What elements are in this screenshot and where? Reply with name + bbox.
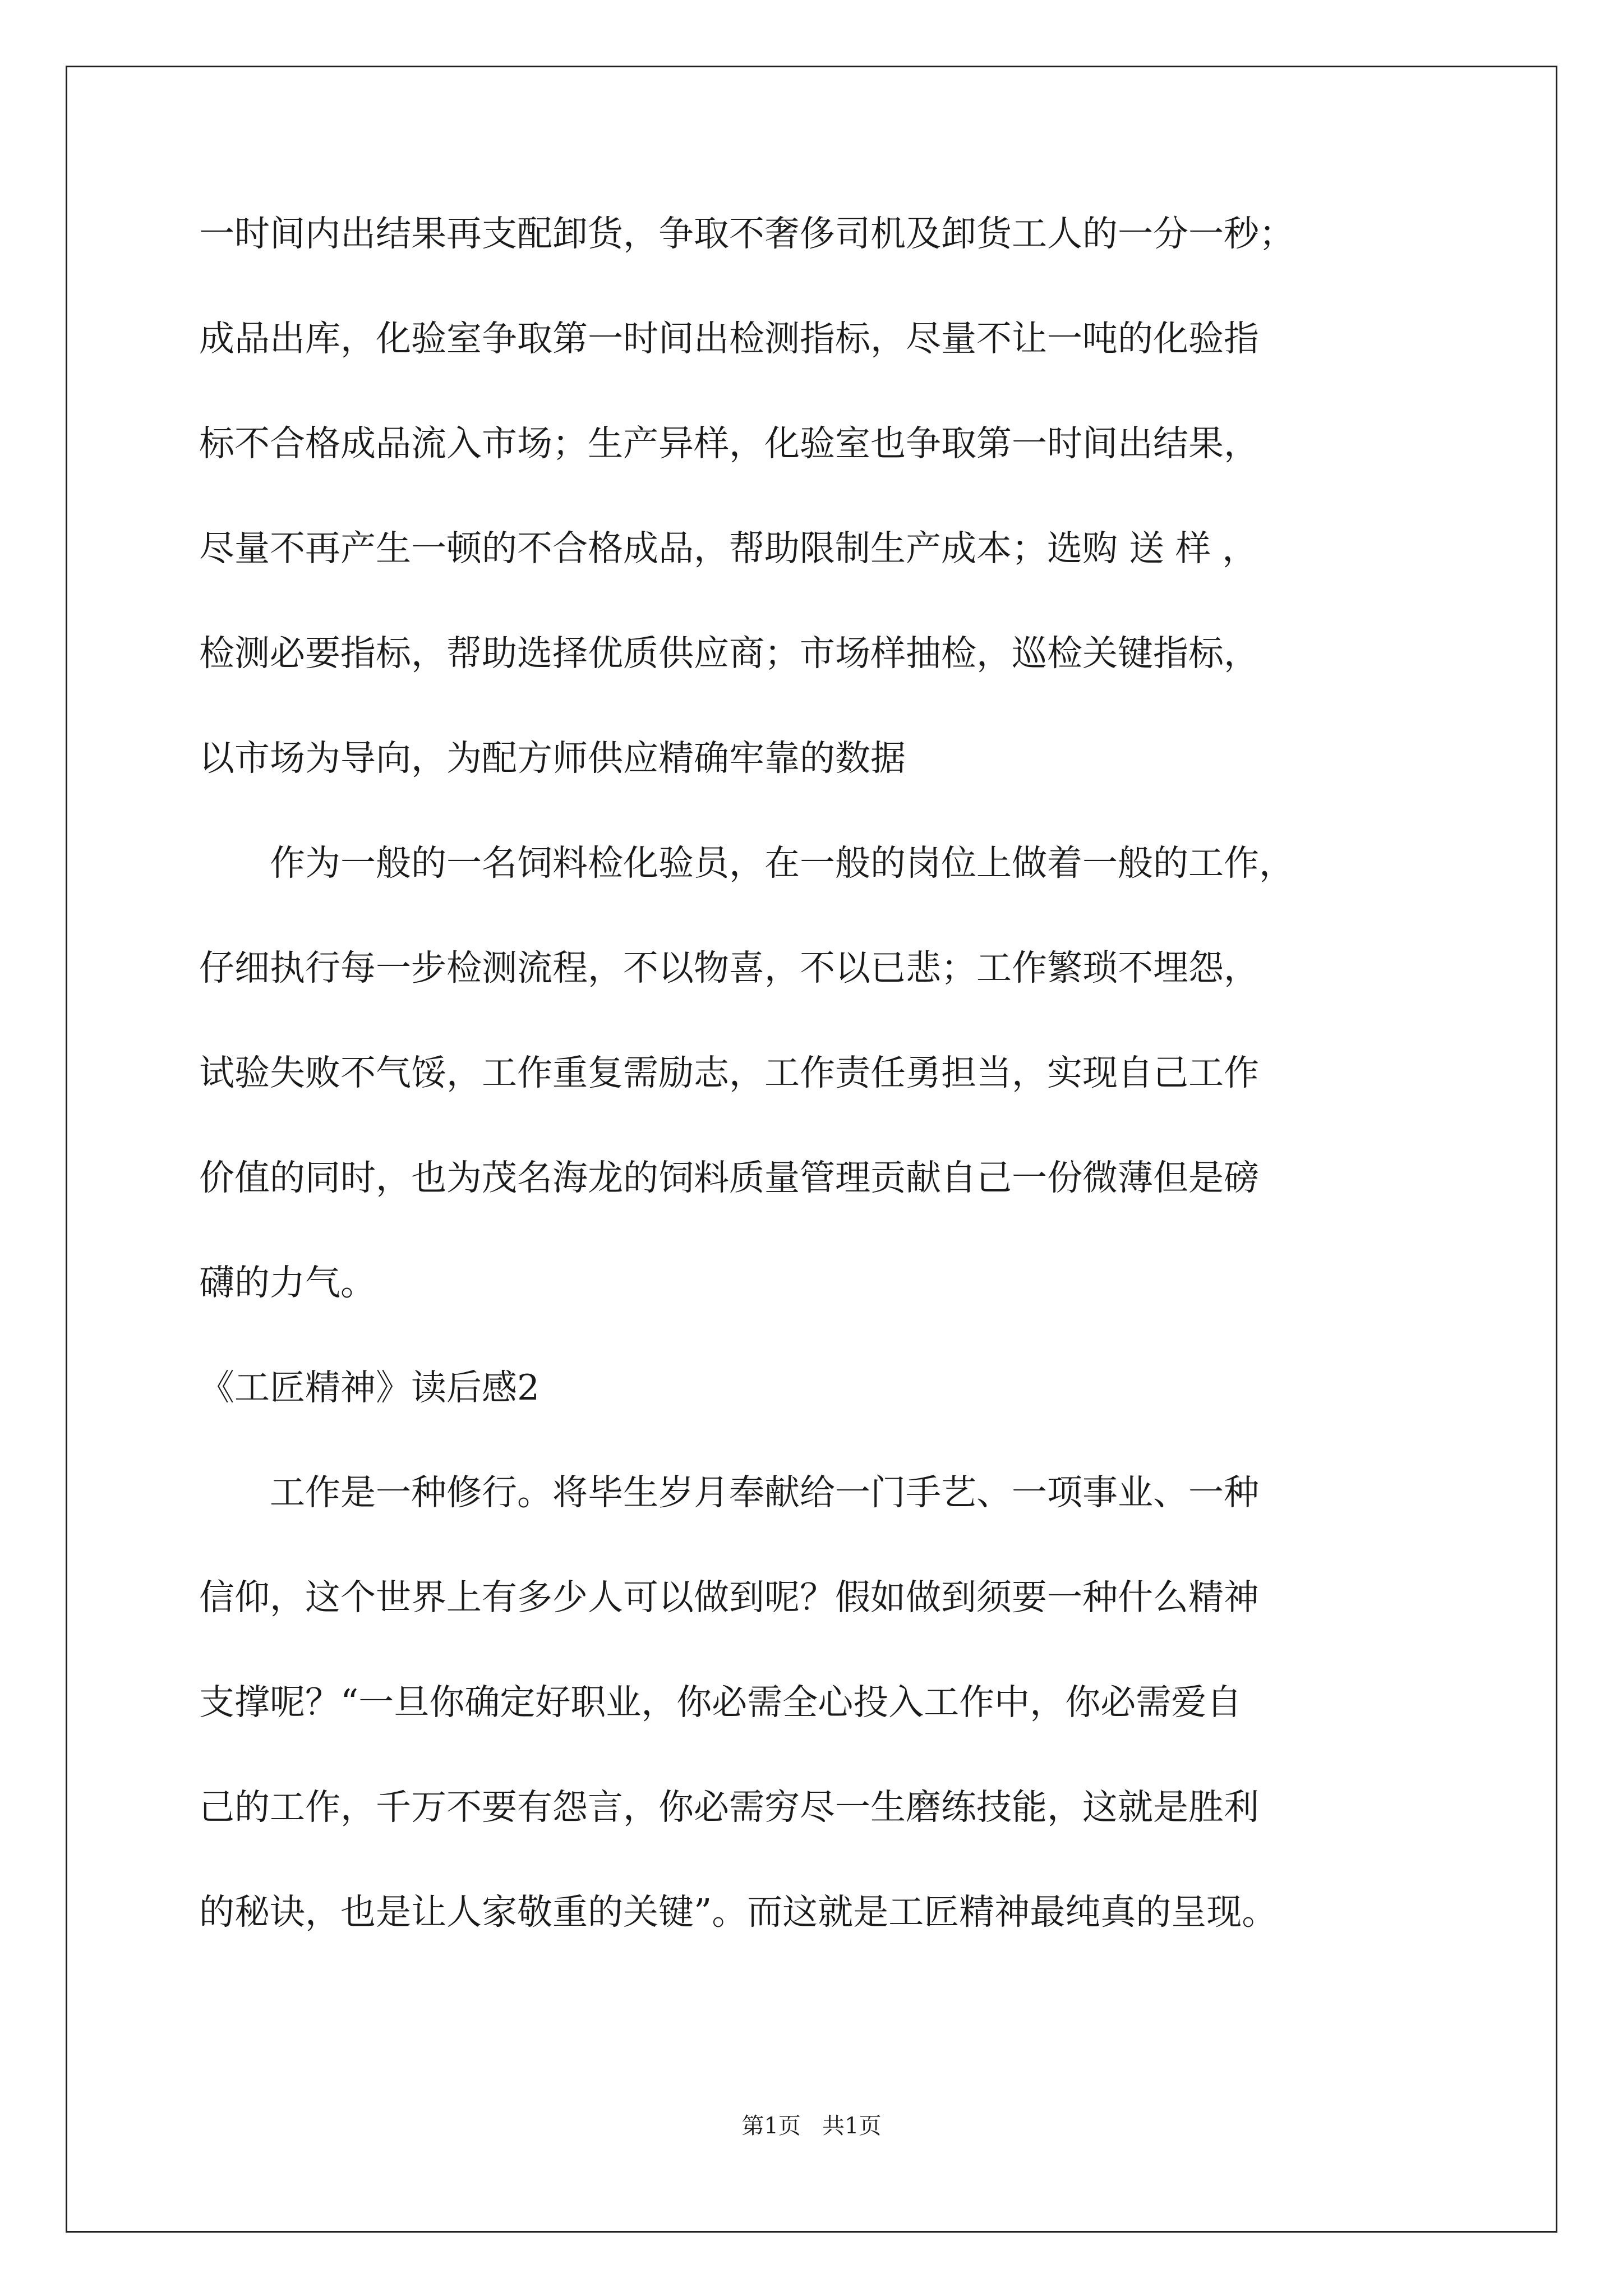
body-line: 检测必要指标，帮助选择优质供应商；市场样抽检，巡检关键指标，	[199, 633, 1259, 674]
document-body	[199, 213, 1483, 1932]
body-line: 支撑呢？“一旦你确定好职业，你必需全心投入工作中，你必需爱自	[199, 1682, 1242, 1723]
body-line: 尽量不再产生一顿的不合格成品，帮助限制生产成本；选购 送 样 ，	[199, 528, 1258, 569]
body-line: 己的工作，千万不要有怨言，你必需穷尽一生磨练技能，这就是胜利	[199, 1787, 1259, 1828]
body-line: 试验失败不气馁，工作重复需励志，工作责任勇担当，实现自己工作	[199, 1052, 1259, 1093]
page-footer: 第1页 共1页	[741, 2113, 882, 2139]
body-line: 的秘诀，也是让人家敬重的关键”。而这就是工匠精神最纯真的呈现。	[199, 1892, 1278, 1932]
body-line: 一时间内出结果再支配卸货，争取不奢侈司机及卸货工人的一分一秒；	[199, 213, 1294, 254]
body-line: 价值的同时，也为茂名海龙的饲料质量管理贡献自己一份微薄但是磅	[199, 1157, 1259, 1198]
body-line: 仔细执行每一步检测流程，不以物喜，不以已悲；工作繁琐不埋怨，	[199, 947, 1259, 988]
paragraph-start-line: 工作是一种修行。将毕生岁月奉献给一门手艺、一项事业、一种	[270, 1472, 1259, 1513]
body-line: 礴的力气。	[199, 1262, 376, 1303]
section-heading: 《工匠精神》读后感2	[199, 1367, 540, 1408]
paragraph-start-line: 作为一般的一名饲料检化验员，在一般的岗位上做着一般的工作，	[270, 843, 1294, 884]
body-line: 标不合格成品流入市场；生产异样，化验室也争取第一时间出结果，	[199, 423, 1259, 464]
body-line: 以市场为导向，为配方师供应精确牢靠的数据	[199, 738, 906, 779]
body-line: 成品出库，化验室争取第一时间出检测指标，尽量不让一吨的化验指	[199, 318, 1259, 359]
body-line: 信仰，这个世界上有多少人可以做到呢？假如做到须要一种什么精神	[199, 1577, 1259, 1618]
